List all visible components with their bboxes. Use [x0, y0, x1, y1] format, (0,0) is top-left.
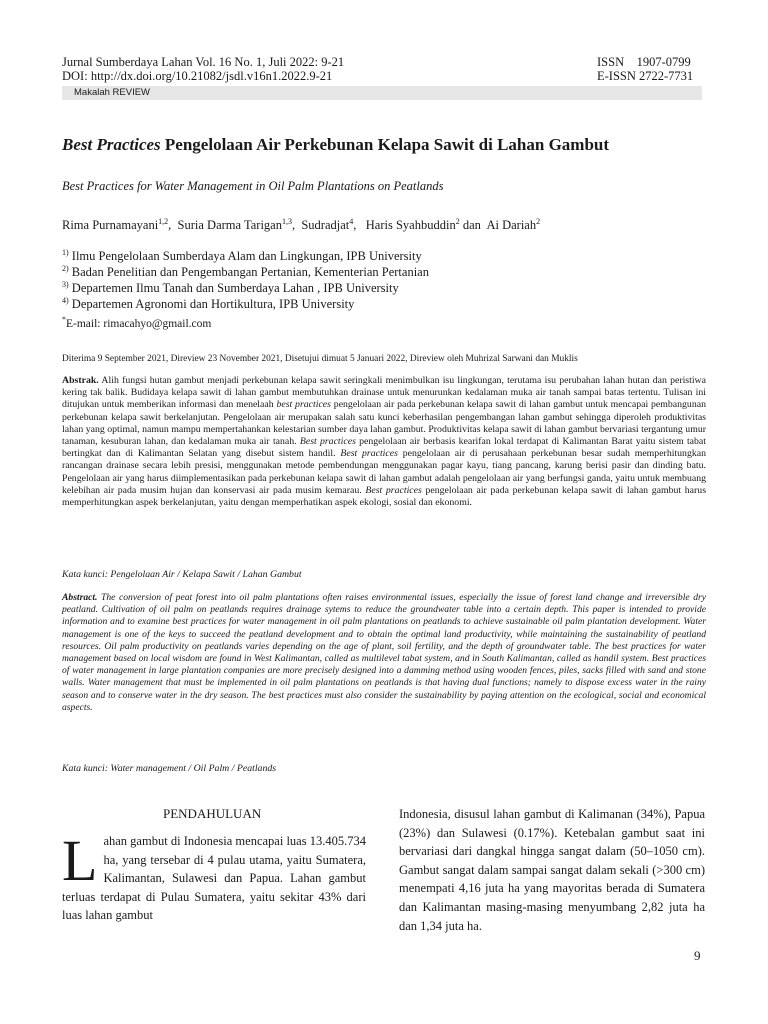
author-name: Ai Dariah — [486, 218, 537, 232]
affiliation-number: 3) — [62, 279, 69, 289]
body-column-right: Indonesia, disusul lahan gambut di Kalimanan (34%), Papua (23%) dan Sulawesi (0.17%). Ketebalan gambut saat ini bervariasi dari dangkal hingga sangat dalam (50–1050 cm). Gambut sangat dalam sampai sangat dalam sekali (>300 cm) menempati 4,16 juta ha yang mayoritas berada di Sumatera dan Kalimantan masing-masing menyumbang 2,82 juta ha dan 1,34 juta ha. — [399, 807, 705, 933]
abstrak-italic: Best practices — [365, 484, 422, 496]
abstrak-italic: best practices — [276, 399, 331, 411]
author-sep: , — [168, 218, 175, 232]
eissn: E-ISSN 2722-7731 — [597, 69, 694, 83]
affiliation-text: Departemen Agronomi dan Hortikultura, IPB University — [71, 297, 355, 311]
received-dates: Diterima 9 September 2021, Direview 23 November 2021, Disetujui dimuat 5 Januari 2022, Direview oleh Muhrizal Sarwani dan Muklis — [62, 354, 578, 364]
title-italic-part: Best Practices — [62, 135, 161, 154]
paper-subtitle-english: Best Practices for Water Management in Oil Palm Plantations on Peatlands — [62, 179, 444, 193]
abstrak-text: Alih fungsi hutan gambut menjadi perkebunan kelapa sawit seringkali menimbulkan isu lingkungan, terutama isu perubahan lahan hutan dan peristiwa kering tak balik. Budidaya kelapa sawit di lahan gambut membutuhkan drainase untuk menurunkan kedalaman muka air tanah sampai batas tertentu. Tulisan ini ditujukan untuk memberikan informasi dan menelaah — [62, 375, 706, 411]
author-affil-sup: 4 — [349, 216, 354, 226]
abstrak-text: pengelolaan air berbasis kearifan lokal terdapat di Kalimantan Barat yaitu sistem tabat bertingkat dan di Kalimantan Selatan yang disebut sistem handil. — [62, 436, 707, 460]
affiliation-list — [62, 248, 429, 312]
email-star: * — [62, 315, 66, 325]
affiliation-item — [62, 296, 429, 312]
affiliation-text: Badan Penelitian dan Pengembangan Pertanian, Kementerian Pertanian — [71, 265, 429, 279]
corresponding-email — [62, 315, 212, 330]
abstrak-text: pengelolaan air di perusahaan perkebunan besar sudah memperhitungkan rancangan drainase secara lebih presisi, menggunakan metode pembendungan menggunakan pagar kayu, tiang pancang, karung berisi pasir dan dinding batu. Pengelolaan air yang harus diimplementasikan pada perkebunan kelapa sawit di lahan gambut adalah pengelolaan air yang berfungsi ganda, yaitu untuk membuang kelebihan air pada musim hujan dan konservasi air pada musim kemarau. — [62, 448, 706, 496]
email-text[interactable]: E-mail: rimacahyo@gmail.com — [66, 318, 212, 330]
section-heading: PENDAHULUAN — [163, 806, 262, 821]
affiliation-item — [62, 264, 429, 280]
author-name: Sudradjat — [301, 218, 350, 232]
affiliation-text: Departemen Ilmu Tanah dan Sumberdaya Lahan , IPB University — [71, 281, 399, 295]
abstrak-italic: Best practices — [340, 448, 398, 460]
running-header-left — [62, 55, 344, 83]
author-sep: dan — [459, 218, 485, 232]
author-name: Suria Darma Tarigan — [177, 218, 282, 232]
running-header-right — [597, 55, 693, 83]
author-affil-sup: 2 — [536, 216, 541, 226]
author-sep: , — [353, 218, 363, 232]
author-affil-sup: 2 — [455, 216, 460, 226]
affiliation-number: 1) — [62, 247, 69, 257]
body-column-left — [62, 828, 366, 925]
paper-title — [62, 135, 712, 155]
keywords-english: Kata kunci: Water management / Oil Palm / Peatlands — [62, 763, 277, 774]
keywords-indonesian: Kata kunci: Pengelolaan Air / Kelapa Sawit / Lahan Gambut — [62, 569, 302, 580]
drop-cap: L — [62, 828, 98, 893]
affiliation-number: 4) — [62, 295, 69, 305]
issn: ISSN 1907-0799 — [597, 55, 691, 69]
page-number: 9 — [694, 948, 701, 963]
article-type-label: Makalah REVIEW — [62, 86, 702, 100]
affiliation-item — [62, 280, 429, 296]
affiliation-number: 2) — [62, 263, 69, 273]
author-sep: , — [291, 218, 299, 232]
doi-link[interactable]: DOI: http://dx.doi.org/10.21082/jsdl.v16n1.2022.9-21 — [62, 69, 333, 83]
abstrak-text: pengelolaan air pada perkebunan kelapa sawit di lahan gambut untuk mencapai pembangunan perkebunan kelapa sawit berkelanjutan. Pengelolaan air merupakan salah satu kunci keberhasilan pengembangan lahan gambut sehingga diperoleh produktivitas lahan yang optimal, namun mampu mempertahankan kelestarian sumber daya lahan gambut. Produktivitas kelapa sawit di lahan gambut bervariasi tergantung umur tanaman, kesuburan lahan, dan kedalaman muka air tanah. — [62, 399, 706, 448]
author-list — [62, 218, 540, 233]
abstract-text: The conversion of peat forest into oil palm plantations often raises environmental issues, especially the issue of forest land change and irreversible dry peatland. Cultivation of oil palm on peatlands requires drainage sytems to reduce the groundwater table into a certain depth. This paper is intended to provide information and to examine best practices for water management in oil palm plantations on peatlands to achieve sustainable oil palm plantation development. Water management is one of the keys to succeed the peatland development and to obtain the optimal land productivity, while maintaining the sustainability of peatland resources. Oil palm productivity on peatlands varies depending on the age of plant, soil fertility, and the depth of groundwater table. The best practices for water management based on local wisdom are found in West Kalimantan, called as multilevel tabat system, and in South Kalimantan, called as handil system. Best practices of water management in large plantation companies are more precisely designed into a damming method using wooden fences, piles, sacks filled with sand and stone walls. Water management that must be implemented in oil palm plantations on peatlands is that having dual functions; namely to dispose excess water in the rainy season and to conserve water in the dry season. The best practices must also consider the sustainability by paying attention on the ecological, social and economical aspects. — [62, 592, 706, 713]
abstrak-text: pengelolaan air pada perkebunan kelapa sawit di lahan gambut harus memperhitungkan aspek berkelanjutan, yaitu dengan memperhatikan aspek ekologi, sosial dan ekonomi. — [62, 484, 707, 509]
body-text-left: ahan gambut di Indonesia mencapai luas 13.405.734 ha, yang tersebar di 4 pulau utama, yaitu Sumatera, Kalimantan, Sulawesi dan Papua. Lahan gambut terluas terdapat di Pulau Sumatera, yaitu sekitar 43% dari luas lahan gambut — [62, 834, 366, 923]
abstrak-label: Abstrak. — [62, 375, 99, 386]
author-affil-sup: 1,2 — [158, 216, 169, 226]
author-name: Rima Purnamayani — [62, 218, 159, 232]
abstract-english — [62, 592, 706, 714]
title-rest: Pengelolaan Air Perkebunan Kelapa Sawit di Lahan Gambut — [160, 135, 610, 154]
abstract-indonesian — [62, 375, 706, 509]
affiliation-item — [62, 248, 429, 264]
abstrak-italic: Best practices — [299, 436, 356, 448]
author-affil-sup: 1,3 — [281, 216, 292, 226]
author-name: Haris Syahbuddin — [365, 218, 456, 232]
abstract-label: Abstract. — [62, 592, 98, 603]
journal-citation: Jurnal Sumberdaya Lahan Vol. 16 No. 1, Juli 2022: 9-21 — [62, 55, 345, 69]
affiliation-text: Ilmu Pengelolaan Sumberdaya Alam dan Lingkungan, IPB University — [71, 249, 422, 263]
